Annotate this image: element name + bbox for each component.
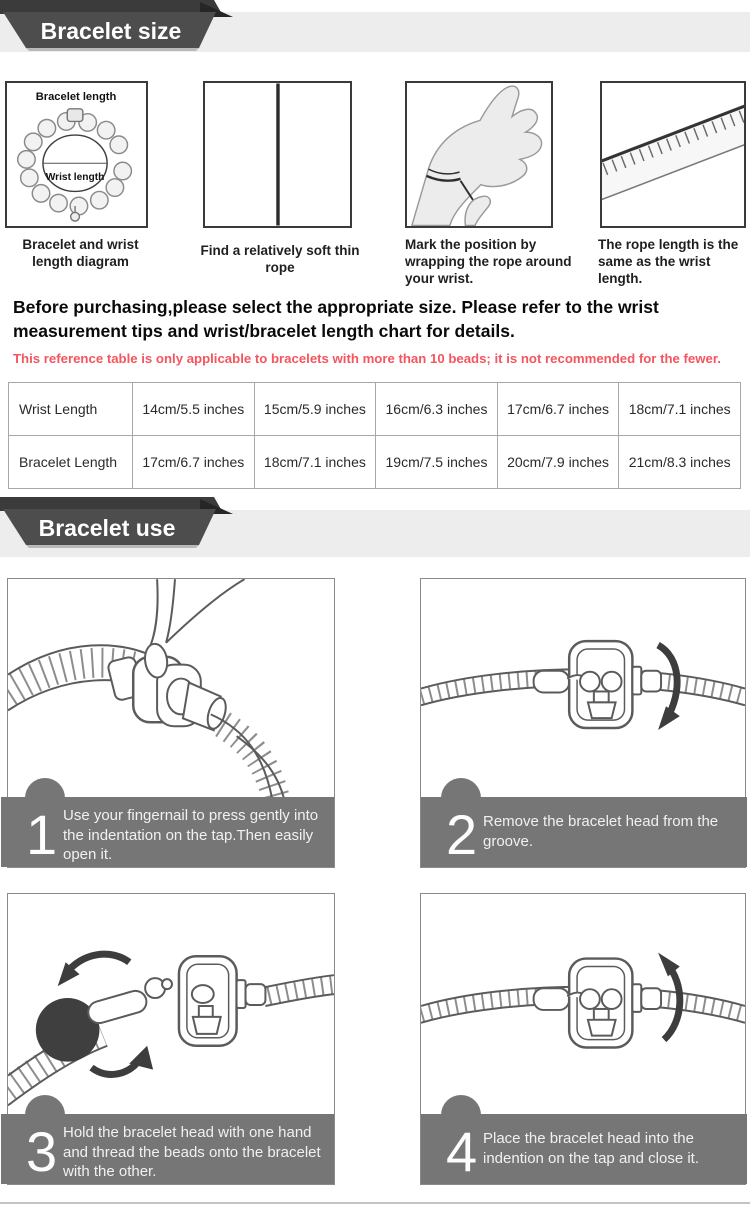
table-cell: 16cm/6.3 inches	[376, 383, 498, 436]
table-row-wrist	[9, 383, 741, 436]
figure-bracelet-diagram	[5, 81, 148, 228]
step-panel-3	[7, 893, 335, 1185]
remove-head-arrow-icon	[421, 579, 745, 800]
reference-warning: This reference table is only applicable to bracelets with more than 10 beads; it is not recommended for the fewer.	[13, 351, 721, 366]
figure-caption-2: Find a relatively soft thin rope	[200, 243, 360, 275]
table-cell: Wrist Length	[9, 383, 133, 436]
step-caption-bar-1	[1, 797, 334, 867]
ribbon-shadow	[26, 545, 199, 548]
table-cell: 19cm/7.5 inches	[376, 436, 498, 489]
figure-caption-4: The rope length is the same as the wrist length.	[598, 237, 739, 286]
table-cell: 18cm/7.1 inches	[619, 383, 741, 436]
step-panel-1	[7, 578, 335, 868]
step-text-2: Remove the bracelet head from the groove.	[483, 813, 719, 850]
ruler-icon	[602, 83, 744, 226]
bracelet-size-ribbon-banner	[0, 0, 240, 56]
thread-beads-icon	[8, 894, 334, 1116]
table-cell: Bracelet Length	[9, 436, 133, 489]
figure-hand-wrap	[405, 81, 553, 228]
step-number-2: 2	[446, 803, 478, 866]
step-panel-4	[420, 893, 746, 1185]
table-row-bracelet	[9, 436, 741, 489]
figure-rope	[203, 81, 352, 228]
close-clasp-arrow-icon	[421, 894, 745, 1116]
bottom-divider	[0, 1202, 750, 1204]
size-table	[8, 382, 741, 489]
step-caption-bar-2	[421, 797, 747, 867]
step-panel-2	[420, 578, 746, 868]
ribbon-strip	[0, 0, 222, 14]
table-cell: 15cm/5.9 inches	[254, 383, 376, 436]
table-cell: 18cm/7.1 inches	[254, 436, 376, 489]
section-title-size: Bracelet size	[40, 18, 182, 44]
step-caption-bar-3	[1, 1114, 334, 1184]
figure-caption-1: Bracelet and wrist length diagram	[22, 237, 139, 269]
step-text-1: Use your fingernail to press gently into the indentation on the tap.Then easily open it.	[63, 807, 319, 863]
step-caption-bar-4	[421, 1114, 747, 1184]
bracelet-use-ribbon-banner	[0, 497, 240, 553]
press-clasp-icon	[8, 579, 334, 800]
table-cell: 20cm/7.9 inches	[497, 436, 619, 489]
table-cell: 14cm/5.5 inches	[133, 383, 255, 436]
step-text-3: Hold the bracelet head with one hand and thread the beads onto the bracelet with the other.	[63, 1124, 321, 1180]
purchase-note: Before purchasing,please select the appropriate size. Please refer to the wrist measurement tips and wrist/bracelet length chart for details.	[13, 297, 659, 341]
step-number-3: 3	[26, 1120, 58, 1183]
table-cell: 21cm/8.3 inches	[619, 436, 741, 489]
figure-caption-3: Mark the position by wrapping the rope around your wrist.	[405, 237, 572, 286]
label-bracelet-length: Bracelet length	[35, 91, 117, 104]
section-title-use: Bracelet use	[38, 515, 176, 541]
ribbon-shadow	[26, 48, 199, 51]
table-cell: 17cm/6.7 inches	[133, 436, 255, 489]
rotate-up-arrow-icon	[664, 963, 680, 1040]
step-number-1: 1	[26, 803, 58, 866]
table-cell: 17cm/6.7 inches	[497, 383, 619, 436]
ribbon-strip	[0, 497, 222, 511]
label-wrist-length: Wrist length	[45, 171, 105, 183]
step-number-4: 4	[446, 1120, 478, 1183]
rope-line-icon	[205, 83, 350, 226]
bracelet-diagram-icon	[7, 83, 146, 226]
hand-wrapping-rope-icon	[407, 83, 551, 226]
figure-ruler	[600, 81, 746, 228]
step-text-4: Place the bracelet head into the indention on the tap and close it.	[483, 1130, 699, 1167]
